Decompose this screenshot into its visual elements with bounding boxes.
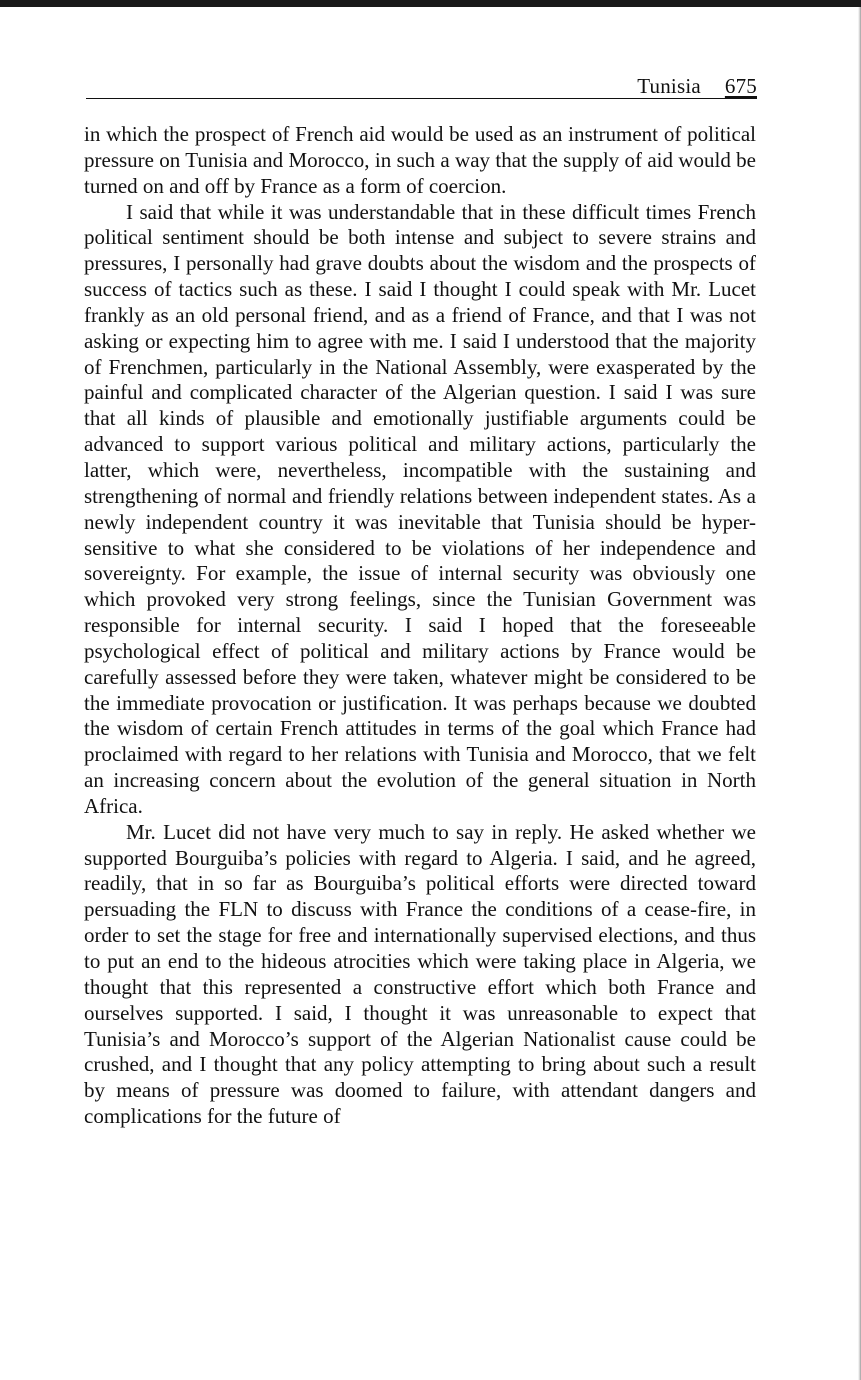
running-head	[86, 74, 757, 99]
body-text	[84, 122, 756, 1130]
paragraph-continued: in which the prospect of French aid would be used as an instrument of political pressure on Tunisia and Morocco, in such a way that the supply of aid would be turned on and off by France as a form of coercion.	[84, 122, 756, 198]
paragraph-lucet-reply: Mr. Lucet did not have very much to say in reply. He asked whether we supported Bourguiba’s policies with regard to Algeria. I said, and he agreed, readily, that in so far as Bourguiba’s political efforts were directed toward persuading the FLN to discuss with France the conditions of a cease-fire, in order to set the stage for free and internationally supervised elections, and thus to put an end to the hideous atrocities which were taking place in Algeria, we thought that this represented a constructive effort which both France and ourselves supported. I said, I thought it was unreasonable to expect that Tunisia’s and Morocco’s support of the Algerian Nationalist cause could be crushed, and I thought that any policy attempting to bring about such a result by means of pressure was doomed to failure, with attendant dangers and complications for the future of	[84, 819, 756, 1129]
scan-top-edge	[0, 0, 861, 7]
running-head-title: Tunisia	[637, 74, 701, 98]
paragraph-lucet-conversation: I said that while it was understandable that in these difficult times French political sentiment should be both intense and subject to severe strains and pressures, I personally had grave doubts about the wisdom and the prospects of success of tactics such as these. I said I thought I could speak with Mr. Lucet frankly as an old personal friend, and as a friend of France, and that I was not asking or expecting him to agree with me. I said I understood that the majority of Frenchmen, particularly in the National Assembly, were exasperated by the painful and complicated character of the Algerian question. I said I was sure that all kinds of plausible and emotionally justifiable arguments could be advanced to support various political and military actions, particularly the latter, which were, nevertheless, incompatible with the sustaining and strengthening of normal and friendly relations between independent states. As a newly independent country it was inevitable that Tunisia should be hyper-sensitive to what she considered to be violations of her independence and sovereignty. For example, the issue of internal security was obviously one which provoked very strong feelings, since the Tunisian Government was responsible for internal security. I said I hoped that the foreseeable psychological effect of political and military actions by France would be carefully assessed before they were taken, whatever might be considered to be the immediate provocation or justification. It was perhaps because we doubted the wisdom of certain French attitudes in terms of the goal which France had proclaimed with regard to her relations with Tunisia and Morocco, that we felt an increasing concern about the evolution of the general situation in North Africa.	[84, 199, 756, 818]
page-number: 675	[724, 74, 757, 98]
